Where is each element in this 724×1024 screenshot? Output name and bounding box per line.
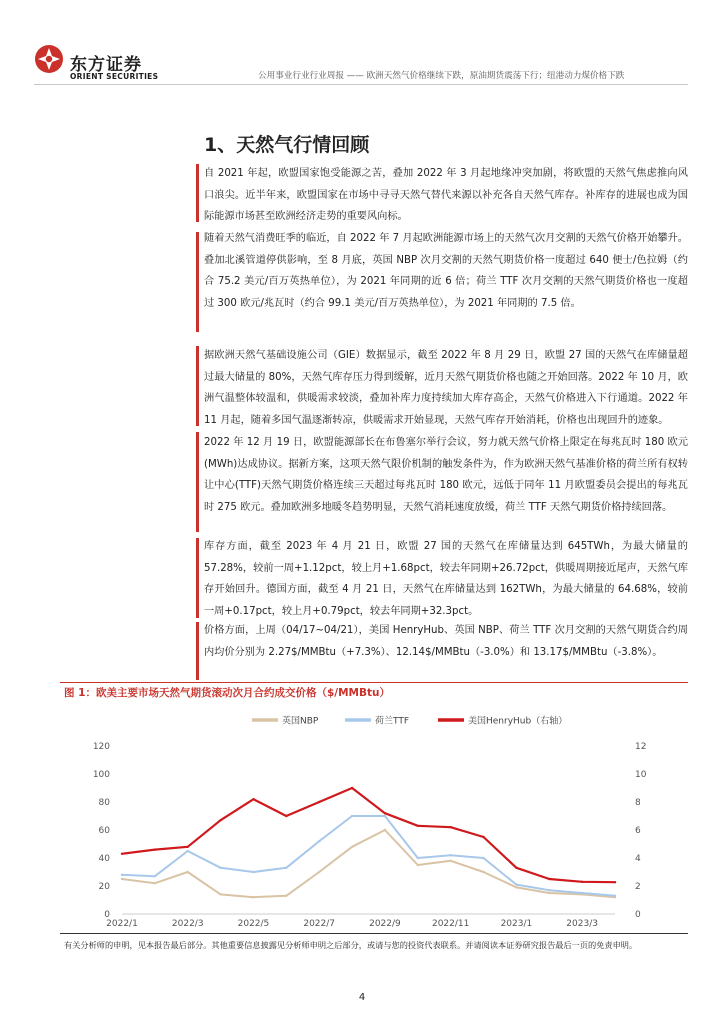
x-tick-label: 2023/1 bbox=[500, 919, 533, 929]
data-point-series-2 bbox=[318, 801, 320, 803]
y-right-tick-label: 4 bbox=[635, 854, 641, 864]
data-point-series-1 bbox=[417, 857, 419, 859]
header-divider bbox=[34, 84, 688, 85]
paragraph-3: 据欧洲天然气基础设施公司（GIE）数据显示，截至 2022 年 8 月 29 日，欧盟 27 国的天然气在库储量超过最大储量的 80%，天然气库存压力得到缓解，近月天然气期货价格也随之开始回落。2022 年 10 月，欧洲气温整体较温和，供暖需求较淡，叠加补库力度持续加大库存高企，天然气价格进入下行通道。2022 年 11 月起，随着多国气温逐渐转凉，供暖需求开始显现，天然气库存开始消耗，价格也出现回升的迹象。 bbox=[204, 350, 688, 426]
data-point-series-1 bbox=[121, 874, 123, 876]
data-point-series-0 bbox=[417, 864, 419, 866]
paragraph-accent-bar bbox=[196, 432, 199, 532]
disclaimer-text: 有关分析师的申明，见本报告最后部分。其他重要信息披露见分析师申明之后部分，或请与您的投资代表联系。并请阅读本证券研究报告最后一页的免责申明。 bbox=[64, 940, 638, 950]
data-point-series-2 bbox=[614, 881, 616, 883]
x-tick-label: 2022/1 bbox=[106, 919, 138, 929]
data-point-series-2 bbox=[482, 836, 484, 838]
data-point-series-0 bbox=[285, 895, 287, 897]
data-point-series-0 bbox=[548, 892, 550, 894]
section-title: 1、天然气行情回顾 bbox=[204, 134, 370, 156]
data-point-series-0 bbox=[121, 878, 123, 880]
paragraph-5: 库存方面，截至 2023 年 4 月 21 日，欧盟 27 国的天然气在库储量达到 645TWh，为最大储量的 57.28%，较前一周+1.12pct，较上月+1.68pct，较去年同期+26.72pct，供暖周期接近尾声，天然气库存开始回升。德国方面，截至 4 月 21 日，天然气在库储量达到 162TWh，为最大储量的 64.68%，较前一周+0.17pct，较上月+0.79pct，较去年同期+32.3pct。 bbox=[204, 541, 688, 617]
logo-en-text: ORIENT SECURITIES bbox=[70, 72, 159, 81]
paragraph-accent-bar bbox=[196, 164, 199, 222]
data-point-series-2 bbox=[285, 815, 287, 817]
data-point-series-2 bbox=[351, 787, 353, 789]
series-line-2 bbox=[122, 788, 615, 882]
orient-securities-logo bbox=[34, 44, 164, 86]
y-right-tick-label: 8 bbox=[635, 798, 641, 808]
logo-cn-text: 东方证券 bbox=[70, 55, 142, 75]
data-point-series-0 bbox=[154, 882, 156, 884]
data-point-series-0 bbox=[384, 829, 386, 831]
paragraph-accent-bar bbox=[196, 232, 199, 332]
data-point-series-2 bbox=[154, 848, 156, 850]
data-point-series-2 bbox=[515, 867, 517, 869]
y-right-tick-label: 12 bbox=[635, 742, 647, 752]
data-point-series-2 bbox=[581, 881, 583, 883]
page-number: 4 bbox=[358, 992, 366, 1003]
y-left-tick-label: 100 bbox=[92, 770, 110, 780]
data-point-series-0 bbox=[318, 871, 320, 873]
data-point-series-1 bbox=[614, 895, 616, 897]
data-point-series-2 bbox=[121, 853, 123, 855]
data-point-series-1 bbox=[515, 883, 517, 885]
y-right-tick-label: 6 bbox=[635, 826, 641, 836]
paragraph-accent-bar bbox=[196, 346, 199, 426]
figure-title: 图 1：欧美主要市场天然气期货滚动次月合约成交价格（$/MMBtu） bbox=[64, 687, 390, 699]
data-point-series-0 bbox=[449, 860, 451, 862]
y-left-tick-label: 20 bbox=[98, 882, 110, 892]
y-left-tick-label: 40 bbox=[98, 854, 110, 864]
data-point-series-2 bbox=[252, 798, 254, 800]
paragraph-accent-bar bbox=[196, 622, 199, 680]
x-tick-label: 2022/9 bbox=[369, 919, 401, 929]
y-left-tick-label: 0 bbox=[104, 910, 110, 920]
data-point-series-2 bbox=[187, 846, 189, 848]
y-right-tick-label: 0 bbox=[635, 910, 641, 920]
data-point-series-1 bbox=[187, 850, 189, 852]
y-left-tick-label: 60 bbox=[98, 826, 110, 836]
x-tick-label: 2022/5 bbox=[237, 919, 270, 929]
data-point-series-1 bbox=[581, 892, 583, 894]
data-point-series-1 bbox=[285, 867, 287, 869]
y-left-tick-label: 120 bbox=[92, 742, 110, 752]
legend-label-2: 美国HenryHub（右轴） bbox=[468, 716, 568, 727]
logo-mark-icon bbox=[34, 44, 64, 74]
paragraph-6: 价格方面，上周（04/17~04/21），美国 HenryHub、英国 NBP、荷兰 TTF 次月交割的天然气期货合约周内均价分别为 2.27$/MMBtu（+7.3%）、12.14$/MMBtu（-3.0%）和 13.17$/MMBtu（-3.8%）。 bbox=[204, 625, 688, 658]
y-right-tick-label: 10 bbox=[635, 770, 647, 780]
report-header-title: 公用事业行业行业周报 —— 欧洲天然气价格继续下跌，原油期货震荡下行；纽港动力煤价格下跌 bbox=[258, 71, 625, 81]
y-left-tick-label: 80 bbox=[98, 798, 110, 808]
paragraph-4: 2022 年 12 月 19 日，欧盟能源部长在布鲁塞尔举行会议，努力就天然气价格上限定在每兆瓦时 180 欧元(MWh)达成协议。据新方案，这项天然气限价机制的触发条件为，作为欧洲天然气基准价格的荷兰所有权转让中心(TTF)天然气期货价格连续三天超过每兆瓦时 180 欧元，远低于同年 11 月欧盟委员会提出的每兆瓦时 275 欧元。叠加欧洲多地暖冬趋势明显，天然气消耗速度放缓，荷兰 TTF 天然气期货价格持续回落。 bbox=[204, 437, 688, 513]
figure-top-rule bbox=[60, 682, 688, 683]
legend-label-0: 英国NBP bbox=[282, 716, 319, 727]
x-tick-label: 2022/11 bbox=[431, 919, 470, 929]
gas-price-line-chart bbox=[60, 702, 688, 930]
data-point-series-0 bbox=[515, 886, 517, 888]
figure-bottom-rule bbox=[60, 933, 688, 934]
data-point-series-1 bbox=[548, 889, 550, 891]
data-point-series-2 bbox=[449, 826, 451, 828]
data-point-series-1 bbox=[318, 840, 320, 842]
y-right-tick-label: 2 bbox=[635, 882, 641, 892]
paragraph-2: 随着天然气消费旺季的临近，自 2022 年 7 月起欧洲能源市场上的天然气次月交割的天然气价格开始攀升。叠加北溪管道停供影响，至 8 月底，英国 NBP 次月交割的天然气期货价格一度超过 640 便士/色拉姆（约合 75.2 美元/百万英热单位），为 2021 年同期的近 6 倍；荷兰 TTF 次月交割的天然气期货价格也一度超过 300 欧元/兆瓦时（约合 99.1 美元/百万英热单位），为 2021 年同期的 7.5 倍。 bbox=[204, 233, 688, 309]
series-line-1 bbox=[122, 816, 615, 896]
data-point-series-0 bbox=[351, 846, 353, 848]
x-tick-label: 2022/7 bbox=[303, 919, 336, 929]
data-point-series-0 bbox=[252, 896, 254, 898]
data-point-series-0 bbox=[187, 871, 189, 873]
x-tick-label: 2022/3 bbox=[171, 919, 204, 929]
data-point-series-2 bbox=[548, 878, 550, 880]
data-point-series-0 bbox=[219, 893, 221, 895]
data-point-series-0 bbox=[482, 871, 484, 873]
data-point-series-1 bbox=[154, 875, 156, 877]
data-point-series-2 bbox=[384, 812, 386, 814]
data-point-series-2 bbox=[417, 825, 419, 827]
data-point-series-1 bbox=[384, 815, 386, 817]
paragraph-1: 自 2021 年起，欧盟国家饱受能源之苦，叠加 2022 年 3 月起地缘冲突加剧，将欧盟的天然气焦虑推向风口浪尖。近半年来，欧盟国家在市场中寻寻天然气替代来源以补充各自天然气库存。补库存的进展也成为国际能源市场甚至欧洲经济走势的重要风向标。 bbox=[204, 168, 688, 223]
data-point-series-1 bbox=[351, 815, 353, 817]
legend-label-1: 荷兰TTF bbox=[375, 716, 410, 727]
data-point-series-1 bbox=[252, 871, 254, 873]
data-point-series-1 bbox=[482, 857, 484, 859]
data-point-series-1 bbox=[219, 867, 221, 869]
data-point-series-2 bbox=[219, 819, 221, 821]
paragraph-accent-bar bbox=[196, 538, 199, 618]
x-tick-label: 2023/3 bbox=[566, 919, 598, 929]
data-point-series-1 bbox=[449, 854, 451, 856]
